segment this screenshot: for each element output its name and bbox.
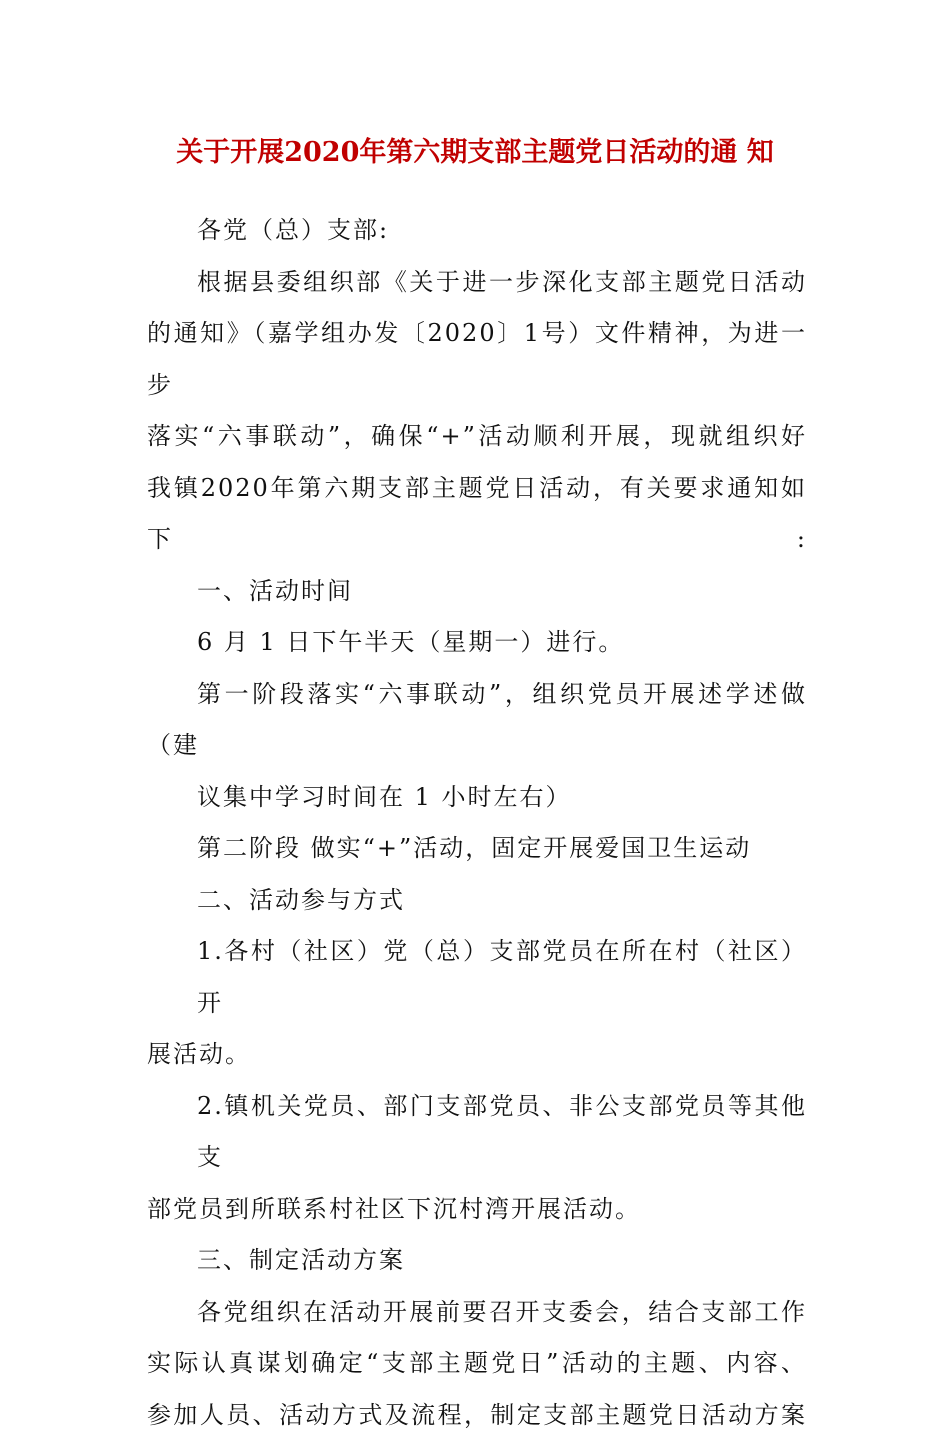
intro-line: 我镇2020年第六期支部主题党日活动，有关要求通知如下: xyxy=(147,463,807,566)
section-heading-participation xyxy=(147,875,807,927)
section-heading-plan xyxy=(147,1235,807,1287)
section1-heading: 一、活动时间 xyxy=(147,566,807,618)
section-heading-time xyxy=(147,566,807,618)
intro-line: 的通知》（嘉学组办发〔2020〕1号）文件精神，为进一步 xyxy=(147,308,807,411)
item1-line: 展活动。 xyxy=(147,1029,807,1081)
salutation-text: 各党（总）支部: xyxy=(147,205,807,257)
item2-line: 2.镇机关党员、部门支部党员、非公支部党员等其他支 xyxy=(147,1081,807,1184)
stage2-paragraph xyxy=(147,823,807,875)
salutation xyxy=(147,205,807,257)
document-title: 关于开展2020年第六期支部主题党日活动的通 知 xyxy=(0,133,950,173)
intro-paragraph xyxy=(147,257,807,566)
intro-line: 根据县委组织部《关于进一步深化支部主题党日活动 xyxy=(147,257,807,309)
plan-paragraph xyxy=(147,1287,807,1441)
item2-line: 部党员到所联系村社区下沉村湾开展活动。 xyxy=(147,1184,807,1236)
activity-time xyxy=(147,617,807,669)
plan-line: 参加人员、活动方式及流程，制定支部主题党日活动方案 xyxy=(147,1390,807,1441)
stage1-line: 第一阶段落实“六事联动”，组织党员开展述学述做 xyxy=(147,669,807,721)
participation-item-1 xyxy=(147,926,807,1081)
intro-line: 落实“六事联动”，确保“+”活动顺利开展，现就组织好 xyxy=(147,411,807,463)
document-body xyxy=(147,205,807,1441)
stage1-line: （建 xyxy=(147,720,807,772)
stage1-line: 议集中学习时间在 1 小时左右） xyxy=(147,772,807,824)
participation-item-2 xyxy=(147,1081,807,1236)
plan-line: 各党组织在活动开展前要召开支委会，结合支部工作 xyxy=(147,1287,807,1339)
activity-time-text: 6 月 1 日下午半天（星期一）进行。 xyxy=(147,617,807,669)
section3-heading: 三、制定活动方案 xyxy=(147,1235,807,1287)
section2-heading: 二、活动参与方式 xyxy=(147,875,807,927)
stage2-text: 第二阶段 做实“+”活动，固定开展爱国卫生运动 xyxy=(147,823,807,875)
plan-line: 实际认真谋划确定“支部主题党日”活动的主题、内容、 xyxy=(147,1338,807,1390)
stage1-paragraph xyxy=(147,669,807,824)
item1-line: 1.各村（社区）党（总）支部党员在所在村（社区）开 xyxy=(147,926,807,1029)
